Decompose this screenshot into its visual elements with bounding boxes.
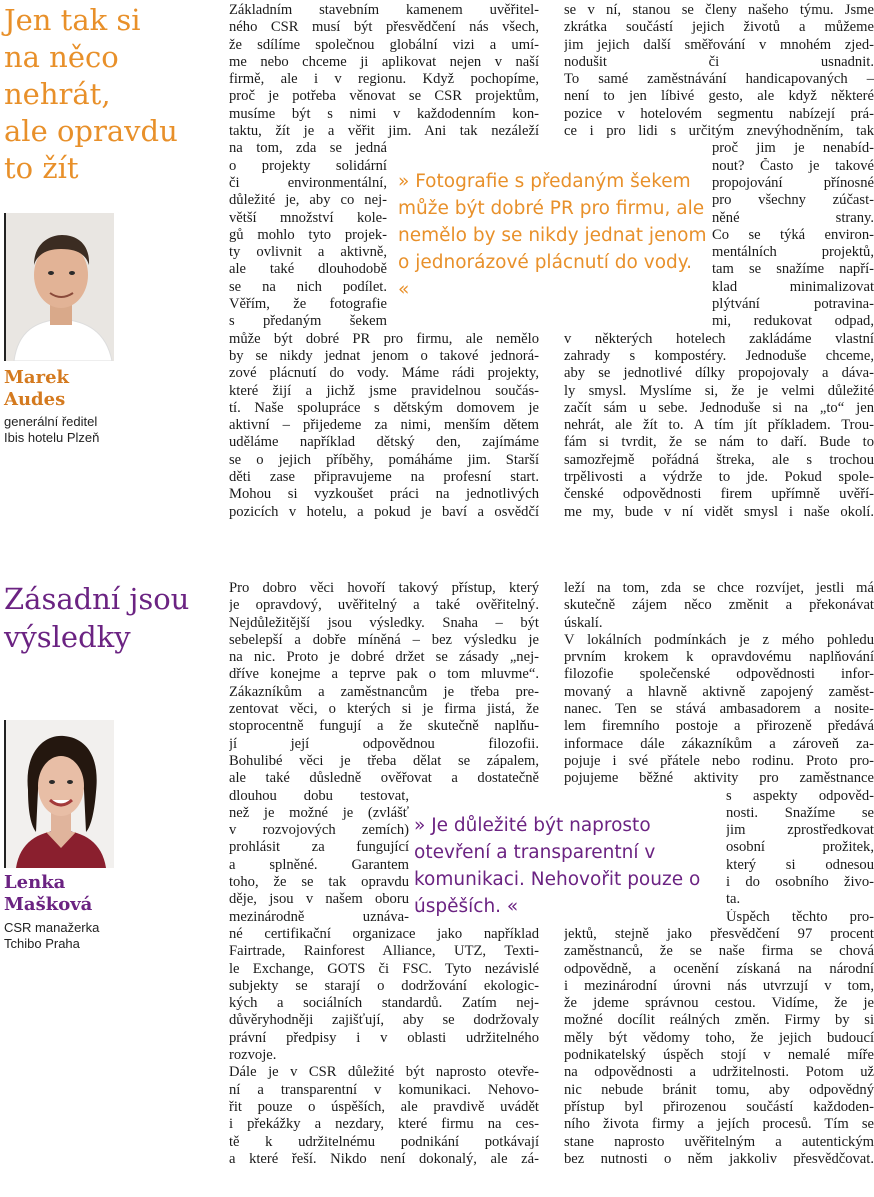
text-line: skutečně zájem něco změnit a překonávat [564,597,874,614]
text-line: movaný a hlavně aktivně zapojený zaměst- [564,683,874,700]
text-line: že jdeme správnou cestou. Vidíme, že je [564,995,874,1012]
person-role [4,920,204,952]
article-section-audes [0,0,874,560]
text-line: že sdílíme společnou globální vizi a umí- [229,36,539,53]
text-line: ty ovlivnit a aktivně, [229,244,387,261]
text-line: o projekty solidární [229,157,387,174]
headline-line: na něco [4,40,119,74]
text-line: mezinárodně uznáva- [229,908,409,925]
text-line: Věřím, že fotografie [229,296,387,313]
text-line: tam se snažíme napří- [712,261,874,278]
text-line: s aspekty odpověd- [726,787,874,804]
text-line: přístup byl přirozenou součástí každoden- [564,1098,874,1115]
text-line: Co se týká environ- [712,226,874,243]
text-line: v rozvojových zemích) [229,822,409,839]
section-headline [4,580,209,656]
text-line: možné docílit reálných změn. Firmy by si [564,1012,874,1029]
text-line: zkrátka součástí jejich životů a můžeme [564,19,874,36]
text-line: by se nikdy jednat jenom o takové jednorá- [229,347,539,364]
text-line: aby se jednotlivé dílky propojovaly a dáva- [564,365,874,382]
text-line: děti zase připravujeme na profesní start. [229,469,539,486]
text-line: který si odnesou [726,856,874,873]
text-line: prohlásit za fungující [229,839,409,856]
headline-line: Zásadní jsou [4,582,190,616]
role-title: generální ředitel [4,414,98,429]
text-line: Fairtrade, Rainforest Alliance, UTZ, Texti- [229,943,539,960]
text-line: lem firemního postoje a přirozeně předává [564,718,874,735]
text-line: rozvoje. [229,1047,277,1064]
text-line: Dále je v CSR důležité být naprosto otevře- [229,1064,539,1081]
text-line: není to jen líbivé gesto, ale když některé [564,88,874,105]
text-line: Úspěch těchto pro- [726,908,874,925]
text-line: jektů, stejně jako přesvědčení 97 procent [564,925,874,942]
headline-line: výsledky [4,620,131,654]
text-line: nout? Často je takové [712,157,874,174]
text-line: dlouhou dobu testovat, [229,787,409,804]
text-line: toho, že se tak opravdu [229,874,409,891]
text-line: ného CSR musí být přesvědčení nás všech, [229,19,539,36]
text-line: i do osobního živo- [726,874,874,891]
text-line: může být dobré PR pro firmu, ale nemělo [229,330,539,347]
pull-quote: » Je důležité být naprosto otevření a transparentní v komunikaci. Nehovořit pouze o úspěších. « [414,815,701,917]
text-line: začít sám u sebe. Jednoduše si na „to“ jen [564,399,874,416]
text-line: se v ní, stanou se členy našeho týmu. Jsme [564,2,874,18]
text-line: je opravdový, uvěřitelný a také ověřitelný. [229,597,539,614]
text-line: pozice v hotelovém segmentu nabízejí prá- [564,105,874,122]
text-line: i překážky a nezdary, které firmu na ces- [229,1116,539,1133]
text-line: nosti. Snažíme se [726,804,874,821]
text-line: samozřejmě pořádná štreka, ale s trochou [564,451,874,468]
text-line: taktu, žít je a věřit jim. Ani tak nezáleží [229,123,539,140]
text-line: tí. Naše spolupráce s dětským domovem je [229,399,539,416]
text-line: jim zprostředkovat [726,822,874,839]
text-line: kých a sociálních standardů. Zatím nej- [229,995,539,1012]
text-line: pozicích v hotelu, a pokud je baví a osvědčí [229,503,539,520]
person-name [4,367,204,411]
last-name: Mašková [4,894,93,915]
text-line: ly smysl. Myslíme si, že je velmi důležité [564,382,874,399]
text-line: uděláme například dětský den, zajímáme [229,434,539,451]
text-line: le Exchange, GOTS či FSC. Tyto nezávislé [229,960,539,977]
text-line: zahrady s kompostéry. Jednoduše chceme, [564,347,874,364]
portrait-photo-lenka-maskova [4,720,114,868]
last-name: Audes [4,389,66,410]
text-line: nehrát, ale žít to. A tím jít příkladem. Trou- [564,417,874,434]
headline-line: ale opravdu [4,114,178,148]
text-line: To samé zaměstnávání handicapovaných – [564,71,874,88]
text-line: čenské odpovědnosti firem upřímně uvěří- [564,486,874,503]
text-line: leží na tom, zda se chce rozvíjet, jestli má [564,580,874,596]
portrait-lenka-icon [6,720,114,868]
text-line: mentálních projektů, [712,244,874,261]
role-title: CSR manažerka [4,920,100,935]
text-line: firmě, ale i v regionu. Když pochopíme, [229,71,539,88]
text-line: fám si tvrdit, že se nám to daří. Bude to [564,434,874,451]
text-line: sebelepší a dobře míněná – bez výsledku je [229,631,539,648]
text-line: né certifikační organizace jako například [229,925,539,942]
text-line: pojujeme běžné aktivity pro zaměstnance [564,770,874,787]
text-line: informace dále zákazníkům a zároveň za- [564,735,874,752]
text-line: V lokálních podmínkách je z mého pohledu [564,631,874,648]
text-line: jí její odpovědnou filozofii. [229,735,539,752]
text-line: pro všechny zúčast- [712,192,874,209]
text-line: s předaným šekem [229,313,387,330]
pull-quote: » Fotografie s předaným šekem může být dobré PR pro firmu, ale nemělo by se nikdy jednat jenom o jednorázové plácnutí do vody. « [398,171,707,300]
portrait-photo-marek-audes [4,213,114,361]
text-line: zaměstnanců, že se naše firma se chová [564,943,874,960]
text-line: a splněné. Garantem [229,856,409,873]
text-line: na tom, zda se jedná [229,140,387,157]
text-line: nic nebude bránit tomu, aby odpovědný [564,1081,874,1098]
text-line: Mohou si vyzkoušet práci na jednotlivých [229,486,539,503]
text-line: i mezinárodní úrovni nás utvrzují v tom, [564,977,874,994]
text-line: aktivní – přijedeme za nimi, menším dětem [229,417,539,434]
text-line: filozofie společenské odpovědnosti infor- [564,666,874,683]
text-line: řit pouze o úspěších, ale pravdivě uvádět [229,1098,539,1115]
person-name [4,872,204,916]
text-line: ale také dlouhodobě [229,261,387,278]
text-line: bez nutnosti o něm jakkoliv přesvědčovat. [564,1150,874,1167]
text-line: trpělivosti a výdrže to jde. Pokud spole- [564,469,874,486]
text-line: podnikatelský úspěch stojí v nemalé míře [564,1047,874,1064]
text-line: než je možné je (zvlášť [229,804,409,821]
first-name: Lenka [4,872,66,893]
text-line: Základním stavebním kamenem uvěřitel- [229,2,539,18]
text-line: měly být vědomy toho, že jejich budoucí [564,1029,874,1046]
text-line: klad minimalizovat [712,278,874,295]
text-line: me my, bude v ní vidět smysl i naše okolí. [564,503,874,520]
role-company: Ibis hotelu Plzeň [4,430,100,445]
text-line: na odpovědnosti a udržitelnosti. Potom už [564,1064,874,1081]
text-line: nodušit či usnadnit. [564,53,874,70]
text-line: větší množství kole- [229,209,387,226]
text-line: děje, jsou v našem oboru [229,891,409,908]
text-line: Zákazníkům a zaměstnancům je třeba pre- [229,683,539,700]
text-line: plýtvání potravina- [712,296,874,313]
text-line: Nejdůležitější jsou výsledky. Snaha – být [229,614,539,631]
text-line: zentovat věci, o kterých si je firma jistá, že [229,701,539,718]
text-line: propojování přínosné [712,174,874,191]
text-line: v některých hotelech zakládáme vlastní [564,330,874,347]
text-line: ta. [726,891,741,908]
text-line: proč je potřeba věnovat se CSR projektům, [229,88,539,105]
text-line: proč jim je nenabíd- [712,140,874,157]
text-line: něné strany. [712,209,874,226]
text-line: ního života firmy a jejích procesů. Tím se [564,1116,874,1133]
text-line: pojuje i své přátele nebo rodinu. Proto pro- [564,752,874,769]
text-line: úskalí. [564,614,603,631]
text-line: nanec. Ten se stává ambasadorem a nosite- [564,701,874,718]
text-line: tě k udržitelnému podnikání potkávají [229,1133,539,1150]
text-line: či environmentální, [229,174,387,191]
text-line: subjekty se starají o dodržování ekologic- [229,977,539,994]
text-line: ce i pro lidi s určitým znevýhodněním, tak [564,123,874,140]
text-line: zové plácnutí do vody. Máme rádi projekty, [229,365,539,382]
text-line: na nic. Proto je dobré držet se zásady „nej- [229,649,539,666]
text-line: se o jejich příběhy, pomáháme jim. Starší [229,451,539,468]
portrait-marek-icon [6,213,114,361]
text-line: stoprocentně fungují a že skutečně naplňu- [229,718,539,735]
text-line: důvěryhodněji zajišťují, aby se dodržovaly [229,1012,539,1029]
text-line: právní předpisy i v oblasti udržitelného [229,1029,539,1046]
text-line: jim jejich další směřování v mnohém zjed- [564,36,874,53]
text-line: dříve konejme a teprve pak o tom mluvme“. [229,666,539,683]
section-headline [4,2,209,187]
text-line: se na nich podílet. [229,278,387,295]
text-line: me nebo chceme ji aplikovat nejen v naší [229,53,539,70]
text-line: Pro dobro věci hovoří takový přístup, který [229,580,539,596]
text-line: musíme být s nimi v každodenním kon- [229,105,539,122]
text-line: které žijí a jichž jsme pravidelnou součás- [229,382,539,399]
text-line: důležité je, aby co nej- [229,192,387,209]
first-name: Marek [4,367,69,388]
text-line: ní a transparentní v komunikaci. Nehovo- [229,1081,539,1098]
role-company: Tchibo Praha [4,936,80,951]
headline-line: nehrát, [4,77,111,111]
headline-line: Jen tak si [4,3,141,37]
person-role [4,414,204,446]
text-line: a které řeší. Nikdo není dokonalý, ale zá- [229,1150,539,1167]
headline-line: to žít [4,151,79,185]
text-line: stane naprosto uvěřitelným a autentickým [564,1133,874,1150]
text-line: mi, redukovat odpad, [712,313,874,330]
text-line: gů mohlo tyto projek- [229,226,387,243]
text-line: prvním krokem k opravdovému naplňování [564,649,874,666]
text-line: odpovědně, a ocenění získaná na národní [564,960,874,977]
text-line: Bohulibé věci je třeba dělat se zápalem, [229,752,539,769]
text-line: osobní prožitek, [726,839,874,856]
text-line: ale také důsledně ověřovat a dostatečně [229,770,539,787]
